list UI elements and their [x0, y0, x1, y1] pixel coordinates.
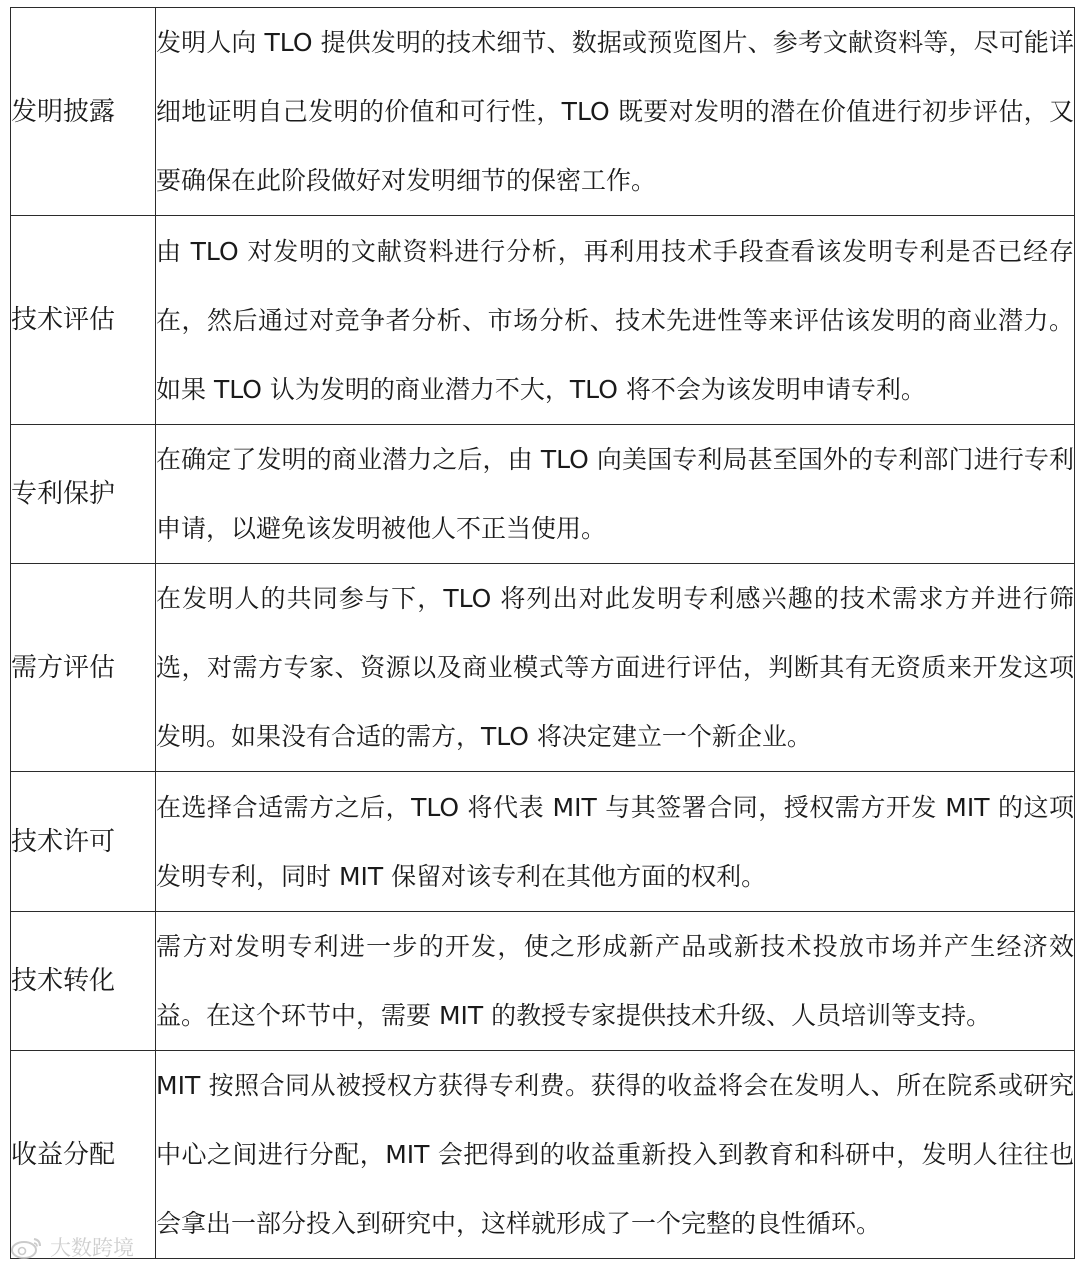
stage-name-cell: 专利保护: [11, 425, 156, 564]
table-row: [11, 772, 1075, 912]
stage-description-cell: MIT 按照合同从被授权方获得专利费。获得的收益将会在发明人、所在院系或研究中心之间进行分配，MIT 会把得到的收益重新投入到教育和科研中，发明人往往也会拿出一部分投入到研究中，这样就形成了一个完整的良性循环。: [156, 1051, 1075, 1259]
table-row: [11, 8, 1075, 216]
stage-description-cell: 在发明人的共同参与下，TLO 将列出对此发明专利感兴趣的技术需求方并进行筛选，对需方专家、资源以及商业模式等方面进行评估，判断其有无资质来开发这项发明。如果没有合适的需方，TLO 将决定建立一个新企业。: [156, 564, 1075, 772]
stage-description-cell: 在选择合适需方之后，TLO 将代表 MIT 与其签署合同，授权需方开发 MIT 的这项发明专利，同时 MIT 保留对该专利在其他方面的权利。: [156, 772, 1075, 912]
stage-description-cell: 需方对发明专利进一步的开发，使之形成新产品或新技术投放市场并产生经济效益。在这个环节中，需要 MIT 的教授专家提供技术升级、人员培训等支持。: [156, 912, 1075, 1051]
watermark-text: 大数跨境: [50, 1236, 134, 1260]
process-table-container: [10, 7, 1074, 1259]
stage-name-cell: 技术评估: [11, 216, 156, 425]
stage-description-cell: 在确定了发明的商业潜力之后，由 TLO 向美国专利局甚至国外的专利部门进行专利申请，以避免该发明被他人不正当使用。: [156, 425, 1075, 564]
table-row: [11, 912, 1075, 1051]
table-row: [11, 216, 1075, 425]
stage-name-cell: 发明披露: [11, 8, 156, 216]
stage-description-cell: 发明人向 TLO 提供发明的技术细节、数据或预览图片、参考文献资料等，尽可能详细地证明自己发明的价值和可行性，TLO 既要对发明的潜在价值进行初步评估，又要确保在此阶段做好对发明细节的保密工作。: [156, 8, 1075, 216]
table-row: [11, 564, 1075, 772]
stage-name-cell: 需方评估: [11, 564, 156, 772]
stage-name-cell: 技术转化: [11, 912, 156, 1051]
stage-name-cell: 技术许可: [11, 772, 156, 912]
stage-name-cell: 收益分配: [11, 1051, 156, 1259]
tlo-process-table: [10, 7, 1075, 1259]
table-row: [11, 1051, 1075, 1259]
table-row: [11, 425, 1075, 564]
stage-description-cell: 由 TLO 对发明的文献资料进行分析，再利用技术手段查看该发明专利是否已经存在，然后通过对竞争者分析、市场分析、技术先进性等来评估该发明的商业潜力。如果 TLO 认为发明的商业潜力不大，TLO 将不会为该发明申请专利。: [156, 216, 1075, 425]
